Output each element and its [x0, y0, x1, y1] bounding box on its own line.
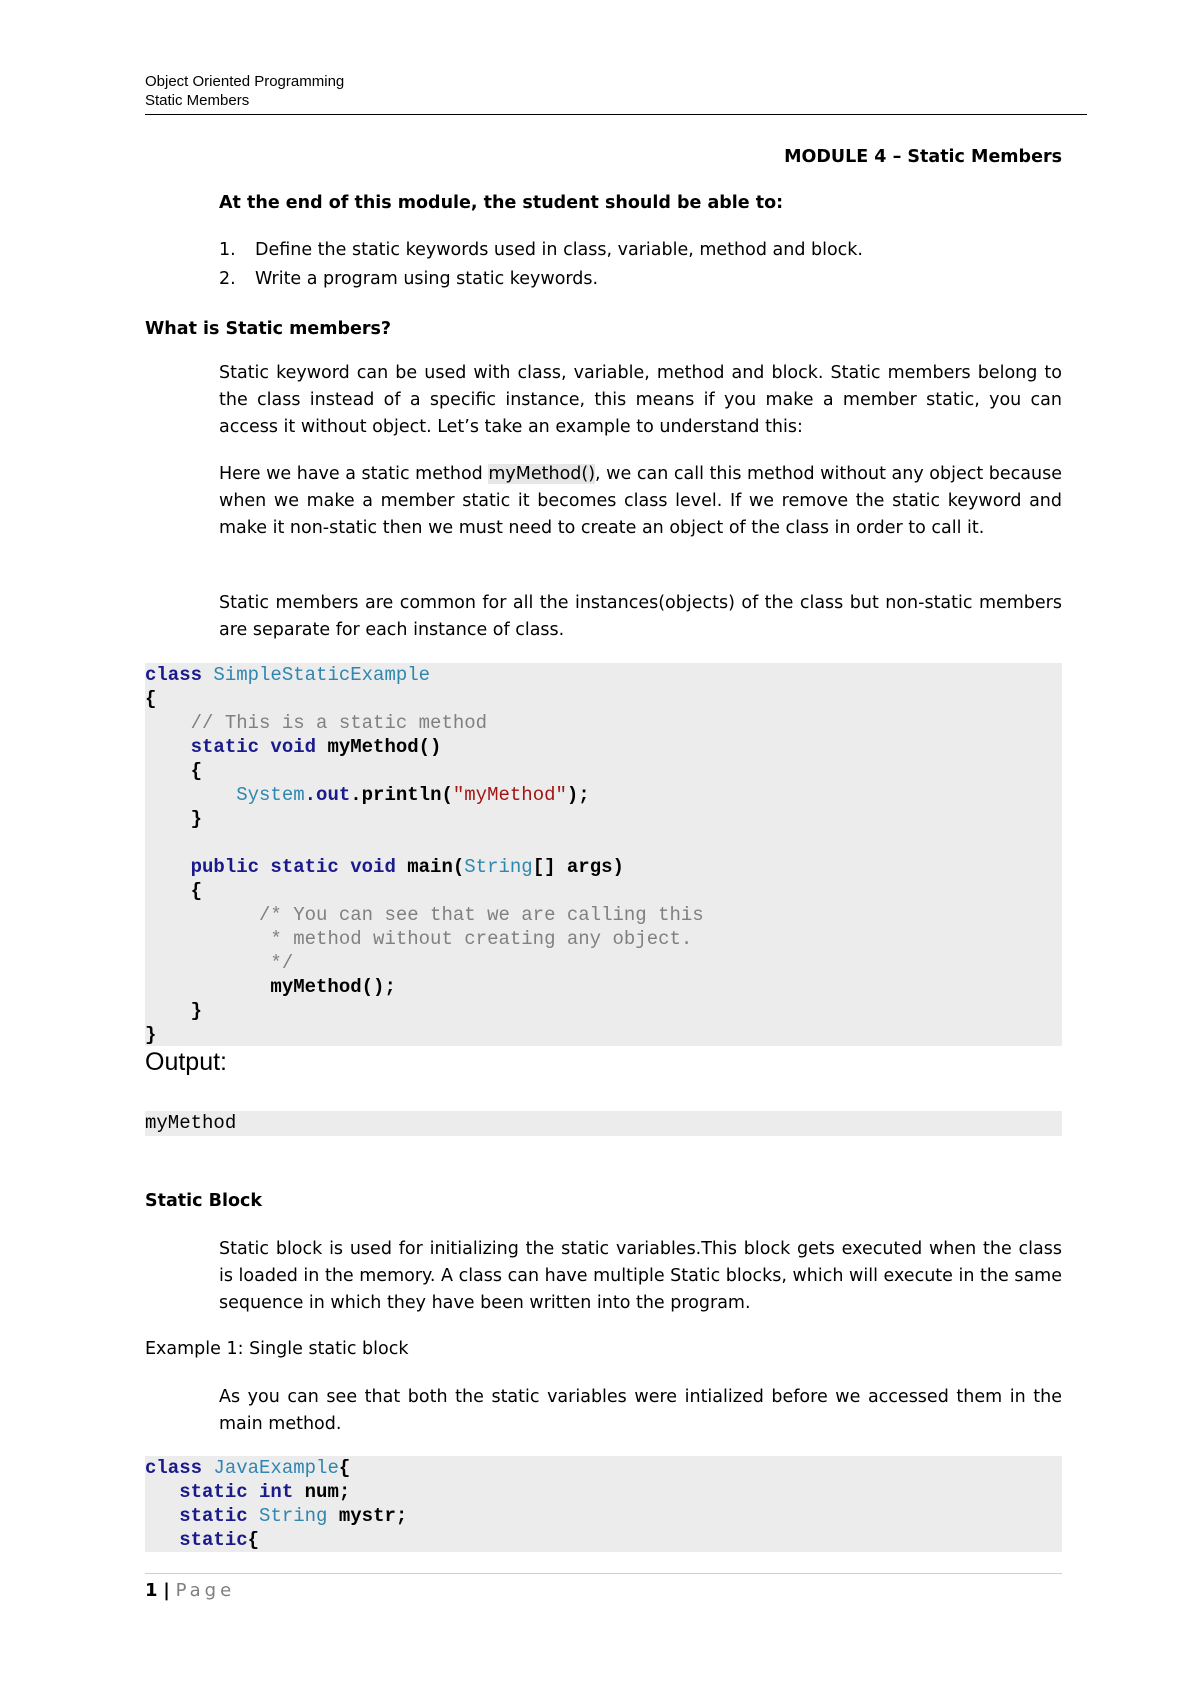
code-keyword: public static void	[190, 856, 396, 878]
output-block	[145, 1111, 1062, 1136]
code-text: .println(	[350, 784, 453, 806]
code-block-simple-static-example	[145, 663, 1062, 1046]
objective-number: 2.	[219, 269, 236, 289]
code-text: );	[566, 784, 590, 806]
code-brace: {	[338, 1457, 351, 1479]
code-text: main(	[407, 856, 465, 878]
code-keyword: static	[179, 1505, 248, 1527]
para-text: Here we have a static method	[219, 464, 489, 484]
code-keyword: class	[145, 664, 203, 686]
code-brace: }	[190, 1000, 203, 1022]
example-label: Example 1: Single static block	[145, 1339, 409, 1359]
code-brace: }	[190, 808, 203, 830]
section-heading-static-block: Static Block	[145, 1191, 262, 1211]
code-type: System	[236, 784, 305, 806]
code-text: num;	[304, 1481, 351, 1503]
para-text: , we can call this method without any object because when we make a member static it becomes class level. If we remove the static keyword and make it non-static then we must need to create an object of the class in order to call it.	[219, 464, 1062, 538]
page-number: 1	[145, 1580, 158, 1601]
code-comment: // This is a static method	[190, 712, 488, 734]
page-footer	[145, 1580, 235, 1601]
inline-code-mymethod: myMethod()	[488, 464, 596, 484]
code-text: myMethod();	[270, 976, 396, 998]
header-topic-title: Static Members	[145, 92, 250, 109]
objectives-heading: At the end of this module, the student should be able to:	[219, 193, 784, 213]
objective-item	[219, 236, 863, 265]
objectives-list	[219, 236, 863, 294]
paragraph-example-desc: As you can see that both the static variables were intialized before we accessed them in the main method.	[219, 1387, 1062, 1434]
header-course-title: Object Oriented Programming	[145, 73, 345, 90]
code-brace: }	[145, 1024, 157, 1046]
page-separator: |	[163, 1580, 170, 1601]
objective-text: Define the static keywords used in class, variable, method and block.	[255, 240, 863, 260]
code-string: "myMethod"	[452, 784, 567, 806]
section-heading-static-members: What is Static members?	[145, 319, 392, 339]
objective-number: 1.	[219, 240, 236, 260]
code-type: String	[259, 1505, 328, 1527]
code-brace: {	[190, 760, 203, 782]
code-brace: {	[145, 688, 157, 710]
paragraph-static-common: Static members are common for all the instances(objects) of the class but non-static members are separate for each instance of class.	[219, 593, 1062, 640]
output-value: myMethod	[145, 1112, 237, 1134]
module-title: MODULE 4 – Static Members	[784, 147, 1062, 167]
code-type: SimpleStaticExample	[213, 664, 431, 686]
objective-text: Write a program using static keywords.	[255, 269, 599, 289]
code-text: mystr;	[338, 1505, 408, 1527]
objective-item	[219, 265, 863, 294]
running-header	[145, 72, 1087, 115]
code-text: [] args)	[532, 856, 624, 878]
paragraph-static-method	[219, 461, 1062, 542]
code-comment: * method without creating any object.	[259, 928, 693, 950]
code-keyword: .out	[304, 784, 351, 806]
code-brace: {	[247, 1529, 260, 1551]
footer-divider	[145, 1573, 1062, 1574]
page-label: Page	[175, 1580, 236, 1601]
code-keyword: static int	[179, 1481, 294, 1503]
code-block-java-example	[145, 1456, 1062, 1552]
output-label: Output:	[145, 1048, 227, 1076]
code-text: myMethod()	[327, 736, 442, 758]
paragraph-static-intro: Static keyword can be used with class, variable, method and block. Static members belong to the class instead of a specific instance, this means if you make a member static, you can access it without object. Let’s take an example to understand this:	[219, 363, 1062, 437]
code-keyword: static	[179, 1529, 248, 1551]
code-comment: /* You can see that we are calling this	[259, 904, 704, 926]
code-type: String	[464, 856, 533, 878]
code-keyword: class	[145, 1457, 203, 1479]
code-brace: {	[190, 880, 203, 902]
code-keyword: static void	[190, 736, 317, 758]
code-type: JavaExample	[213, 1457, 339, 1479]
code-comment: */	[259, 952, 294, 974]
paragraph-static-block: Static block is used for initializing the static variables.This block gets executed when the class is loaded in the memory. A class can have multiple Static blocks, which will execute in the same sequence in which they have been written into the program.	[219, 1239, 1062, 1313]
